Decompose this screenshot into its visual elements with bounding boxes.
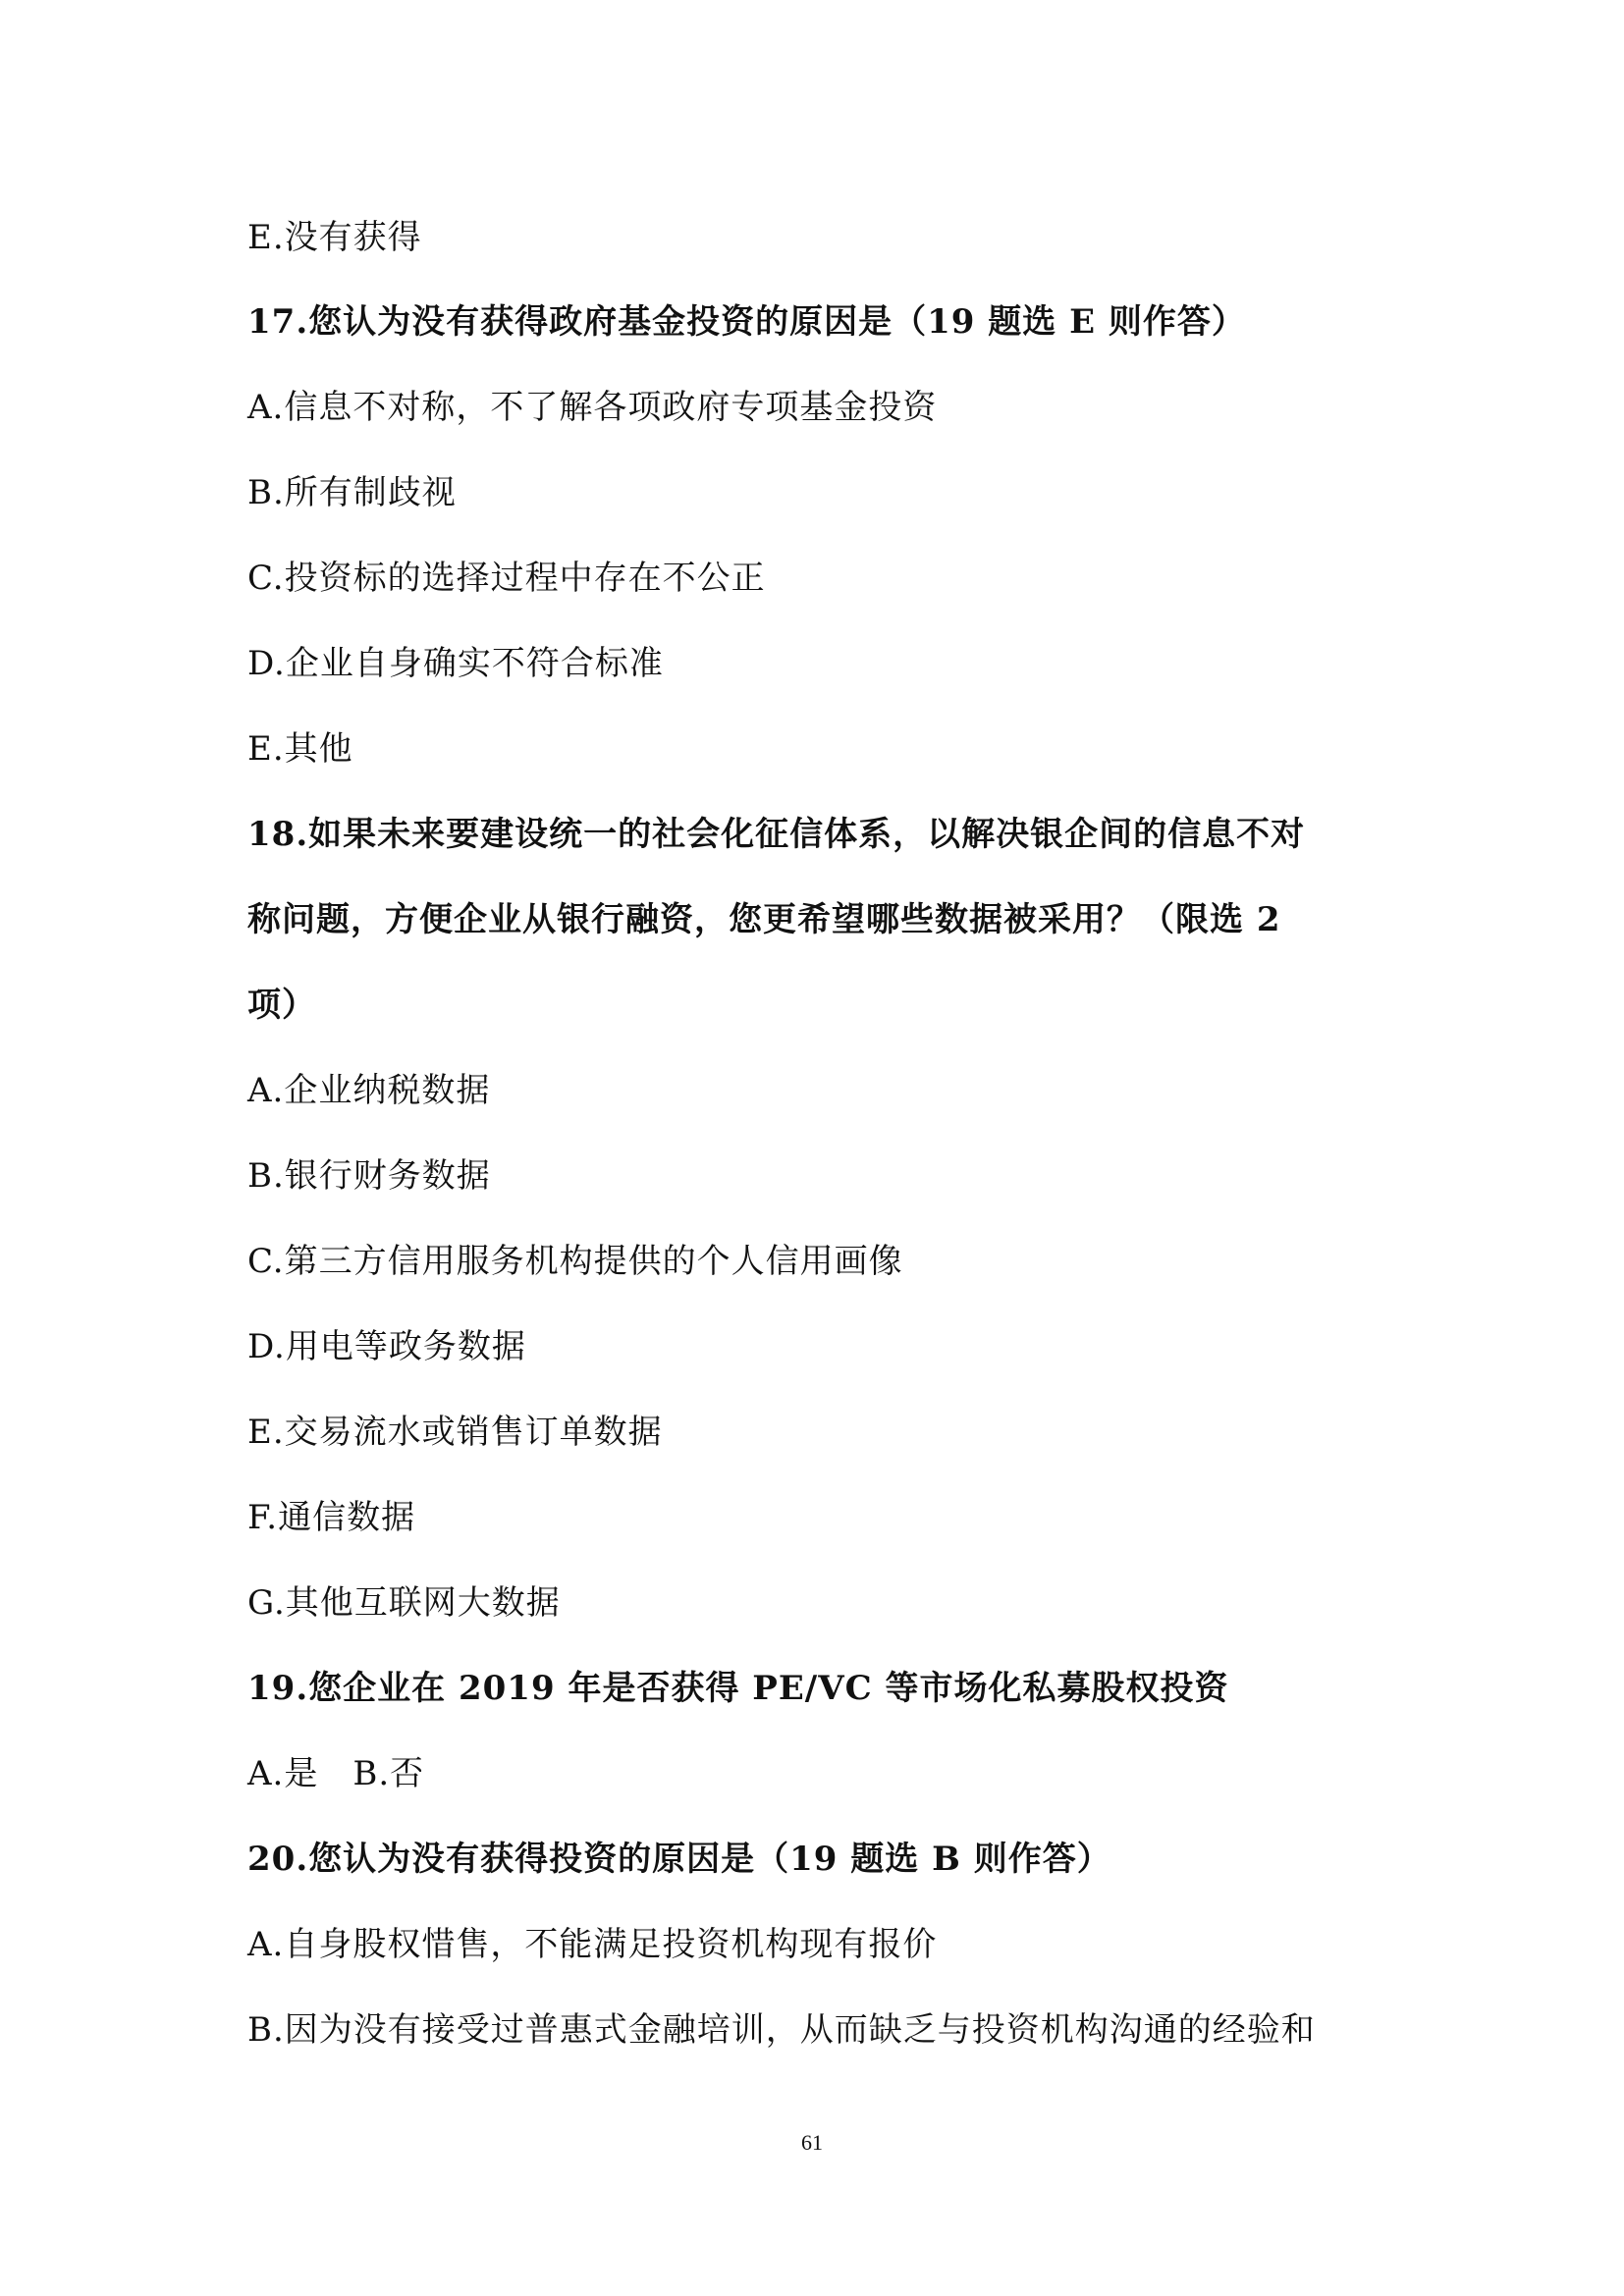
q18-option-g: G.其他互联网大数据 — [247, 1583, 561, 1623]
q17-option-b: B.所有制歧视 — [247, 473, 457, 512]
q18-option-e: E.交易流水或销售订单数据 — [247, 1413, 663, 1452]
q20-option-b: B.因为没有接受过普惠式金融培训，从而缺乏与投资机构沟通的经验和 — [247, 2010, 1316, 2050]
q17-option-e: E.其他 — [247, 729, 353, 769]
q18-option-a: A.企业纳税数据 — [247, 1071, 491, 1110]
q17-title: 17.您认为没有获得政府基金投资的原因是（19 题选 E 则作答） — [247, 302, 1246, 342]
page-number: 61 — [801, 2130, 823, 2155]
q17-option-c: C.投资标的选择过程中存在不公正 — [247, 559, 766, 598]
q19-options: A.是 B.否 — [247, 1754, 425, 1793]
q18-title-line-1: 18.如果未来要建设统一的社会化征信体系，以解决银企间的信息不对 — [247, 815, 1306, 854]
q18-option-d: D.用电等政务数据 — [247, 1327, 526, 1366]
q18-option-b: B.银行财务数据 — [247, 1156, 491, 1196]
q18-option-c: C.第三方信用服务机构提供的个人信用画像 — [247, 1242, 903, 1281]
q20-title: 20.您认为没有获得投资的原因是（19 题选 B 则作答） — [247, 1840, 1111, 1879]
q20-option-a: A.自身股权惜售，不能满足投资机构现有报价 — [247, 1925, 938, 1964]
q18-option-f: F.通信数据 — [247, 1498, 416, 1537]
q18-title-line-3: 项） — [247, 986, 316, 1025]
q19-title: 19.您企业在 2019 年是否获得 PE/VC 等市场化私募股权投资 — [247, 1669, 1229, 1708]
q18-title-line-2: 称问题，方便企业从银行融资，您更希望哪些数据被采用？（限选 2 — [247, 900, 1281, 939]
q16-option-e: E.没有获得 — [247, 218, 422, 257]
q17-option-a: A.信息不对称，不了解各项政府专项基金投资 — [247, 388, 938, 427]
q17-option-d: D.企业自身确实不符合标准 — [247, 644, 664, 683]
